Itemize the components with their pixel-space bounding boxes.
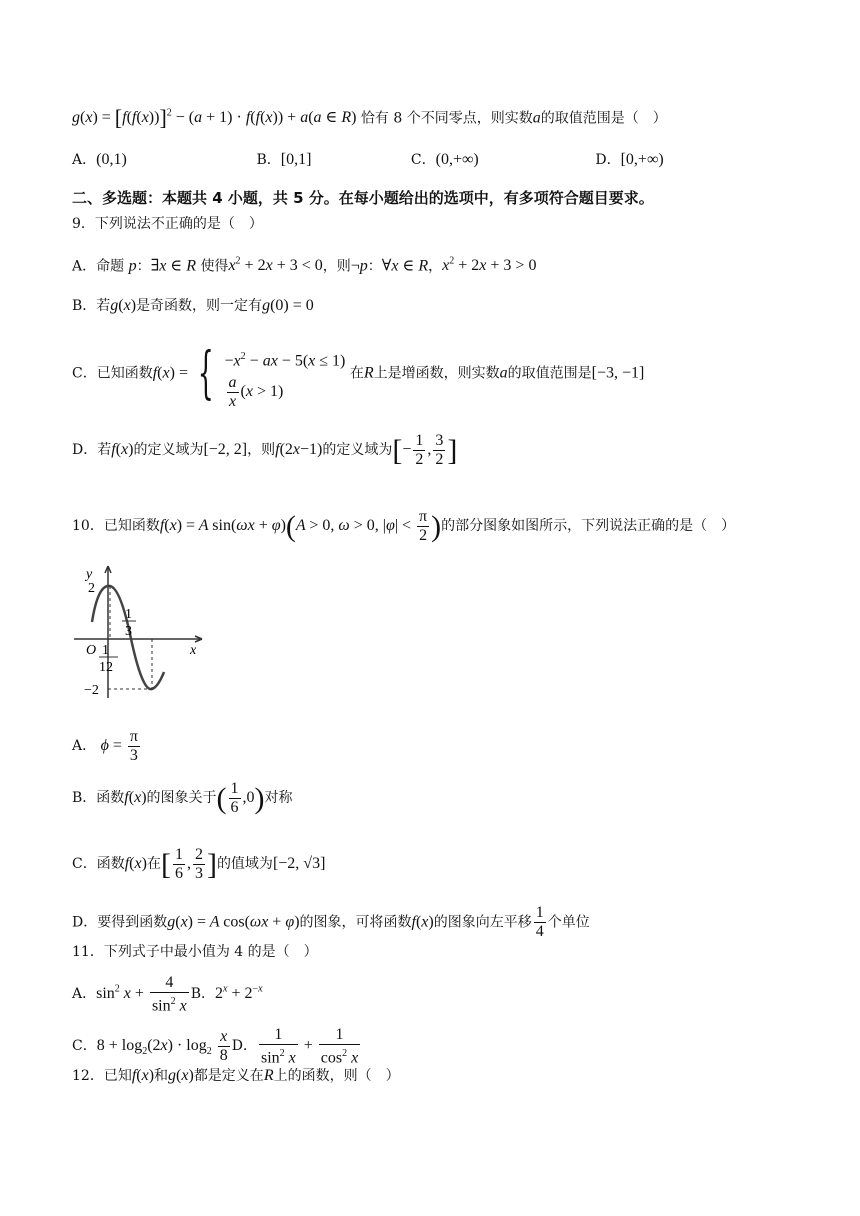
q10-option-b[interactable]: B．函数f(x)的图象关于( $\frac{1}{6}$ ,0)对称 [72, 780, 293, 816]
q9-option-a[interactable]: A．命题 p：∃x ∈ R 使得$x^2 + 2x + 3 < 0$，则¬p：∀x ∈ R，$x^2 + 2x + 3 > 0$ [72, 256, 537, 275]
q8-option-c[interactable]: C．(0,+∞) [410, 151, 479, 168]
q10-option-c[interactable]: C．函数f(x)在[ $\frac{1}{6}$ , $\frac{2}{3}$ ]的值域为[−2, √3] [72, 846, 326, 882]
q8-suffix2: 的取值范围是（ ） [540, 110, 667, 127]
piecewise-cases: $-x^2$ − ax − 5(x ≤ 1) $\frac{a}{x}$ (x > 1) [224, 351, 346, 411]
q11-option-d[interactable]: D． $\frac{1}{\sin^2 x}$ + $\frac{1}{\cos^2 x}$ [231, 1026, 359, 1067]
svg-text:1: 1 [102, 643, 109, 658]
section2-heading: 二、多选题：本题共 4 小题，共 5 分。在每小题给出的选项中，有多项符合题目要求。 [72, 189, 654, 207]
graph-min-label: −2 [84, 683, 99, 698]
svg-text:3: 3 [125, 624, 132, 639]
q11-options-cd [72, 1026, 362, 1067]
q11-option-c[interactable]: C．$8 + \log_2(2x) \cdot \log_2$ $\frac{x}{8}$ [72, 1028, 228, 1065]
q10-option-d[interactable]: D．要得到函数g(x) = A cos(ωx + φ)的图象，可将函数f(x)的图象向左平移 $\frac{1}{4}$ 个单位 [72, 904, 590, 940]
q8-options [72, 150, 664, 170]
q9-option-b[interactable]: B．若g(x)是奇函数，则一定有g(0) = 0 [72, 297, 314, 314]
svg-text:1: 1 [125, 607, 132, 622]
graph-one-third [122, 607, 136, 639]
q11-option-a[interactable]: A．$\sin^2 x$ + $\frac{4}{\sin^2 x}$ [72, 974, 187, 1015]
q8-formula: $g(x) = [f(f(x))]^2 - (a + 1) \cdot f(f(x)) + a(a$ ∈ R) [72, 105, 357, 131]
q8-option-a[interactable]: A．(0,1) [72, 151, 127, 168]
q9-stem: 9．下列说法不正确的是（ ） [72, 216, 263, 232]
graph-x-label: x [190, 643, 197, 658]
q8-option-d[interactable]: D．[0,+∞) [595, 151, 664, 168]
graph-max-label: 2 [88, 581, 95, 596]
graph-origin: O [86, 643, 97, 658]
q10-option-a[interactable]: A． ϕ = $\frac{\pi}{3}$ [72, 728, 138, 764]
q9-option-c[interactable]: C．已知函数f(x) = { $-x^2$ − ax − 5(x ≤ 1) $\frac{a}{x}$ (x > 1) 在R上是增函数，则实数a的取值范围是[−3, −1] [72, 340, 645, 411]
q9-option-d[interactable]: D．若f(x)的定义域为[−2, 2]，则f(2x−1)的定义域为[− $\frac{1}{2}$ , $\frac{3}{2}$ ] [72, 432, 458, 468]
q10-stem: 10．已知函数f(x) = A sin(ωx + φ)(A > 0, ω > 0, |φ| < $\frac{\pi}{2}$ )的部分图象如图所示，下列说法正确的是（ ） [72, 508, 736, 544]
q10-graph [72, 562, 212, 702]
piecewise-brace: { [198, 340, 215, 406]
q8-option-b[interactable]: B．[0,1] [256, 151, 312, 168]
q11-stem: 11．下列式子中最小值为 4 的是（ ） [72, 944, 318, 960]
q12-stem: 12．已知f(x)和g(x)都是定义在R上的函数，则（ ） [72, 1067, 400, 1084]
q8-formula-line: $g(x) = [f(f(x))]^2 - (a + 1) \cdot f(f(x)) + a(a$ ∈ R) 恰有 8 个不同零点，则实数a的取值范围是（ ） [72, 105, 667, 131]
q8-suffix: 恰有 8 个不同零点，则实数 [360, 110, 533, 127]
q11-options-ab [72, 974, 263, 1015]
q11-option-b[interactable]: B．$2^x + 2^{-x}$ [190, 984, 263, 1003]
graph-y-label: y [86, 567, 93, 582]
svg-text:12: 12 [99, 660, 113, 675]
